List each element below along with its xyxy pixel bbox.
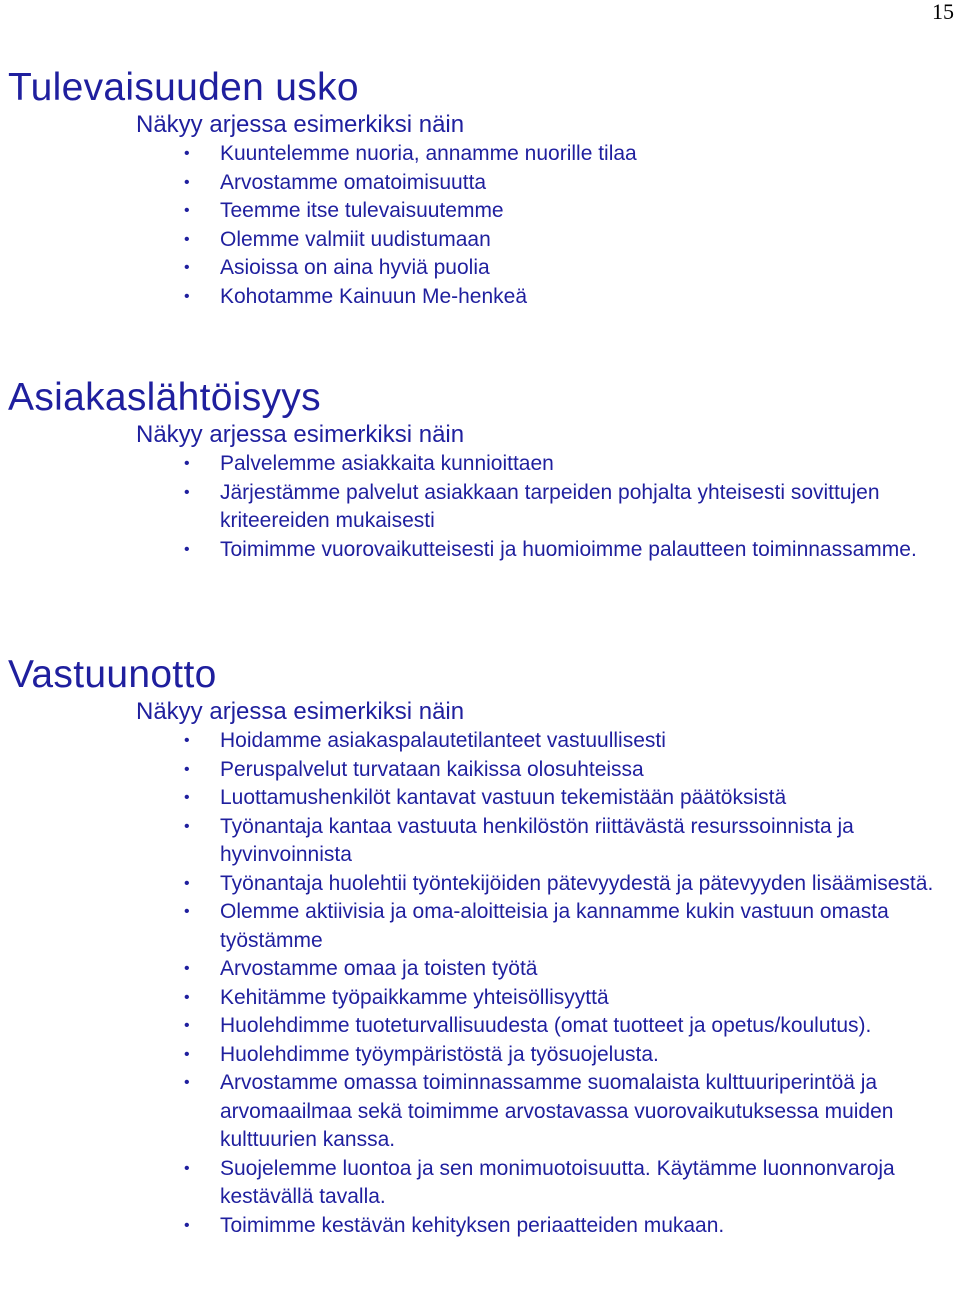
list-item-text: Suojelemme luontoa ja sen monimuotoisuutta. Käytämme luonnonvaroja kestävällä tavalla. bbox=[220, 1156, 895, 1208]
list-item bbox=[8, 197, 958, 226]
bullet-icon: • bbox=[184, 760, 190, 778]
list-item bbox=[8, 254, 958, 283]
bullet-icon: • bbox=[184, 960, 190, 977]
section-vastuunotto bbox=[8, 653, 958, 1240]
list-item-text: Peruspalvelut turvataan kaikissa olosuhteissa bbox=[220, 757, 644, 781]
list-item-text: Huolehdimme tuoteturvallisuudesta (omat tuotteet ja opetus/koulutus). bbox=[220, 1014, 872, 1037]
bullet-icon: • bbox=[184, 1017, 190, 1034]
bullet-list bbox=[8, 140, 958, 311]
list-item-text: Työnantaja huolehtii työntekijöiden pätevyydestä ja pätevyyden lisäämisestä. bbox=[220, 871, 934, 895]
list-item bbox=[8, 536, 958, 565]
section-title: Asiakaslähtöisyys bbox=[8, 376, 321, 419]
list-item bbox=[8, 898, 958, 955]
list-item bbox=[8, 283, 958, 312]
list-item-text: Kohotamme Kainuun Me-henkeä bbox=[220, 284, 528, 308]
bullet-icon: • bbox=[184, 874, 190, 892]
section-subtitle: Näkyy arjessa esimerkiksi näin bbox=[136, 421, 465, 448]
bullet-icon: • bbox=[184, 259, 190, 276]
section-title: Vastuunotto bbox=[8, 653, 217, 696]
section-asiakaslahtoisyys bbox=[8, 376, 958, 564]
list-item-text: Olemme valmiit uudistumaan bbox=[220, 227, 491, 251]
bullet-list bbox=[8, 450, 958, 564]
list-item bbox=[8, 1012, 958, 1041]
list-item bbox=[8, 140, 958, 169]
list-item bbox=[8, 813, 958, 870]
list-item-text: Huolehdimme työympäristöstä ja työsuojelusta. bbox=[220, 1042, 659, 1066]
section-subtitle: Näkyy arjessa esimerkiksi näin bbox=[136, 111, 465, 138]
list-item-text: Hoidamme asiakaspalautetilanteet vastuullisesti bbox=[220, 729, 666, 752]
list-item bbox=[8, 756, 958, 785]
section-title: Tulevaisuuden usko bbox=[8, 66, 359, 109]
list-item-text: Arvostamme omatoimisuutta bbox=[220, 170, 487, 194]
bullet-icon: • bbox=[184, 732, 190, 749]
bullet-icon: • bbox=[184, 988, 190, 1006]
list-item bbox=[8, 450, 958, 479]
bullet-icon: • bbox=[184, 1159, 190, 1177]
list-item-text: Luottamushenkilöt kantavat vastuun tekemistään päätöksistä bbox=[220, 786, 787, 809]
list-item bbox=[8, 1155, 958, 1212]
list-item-text: Kehitämme työpaikkamme yhteisöllisyyttä bbox=[220, 985, 609, 1009]
bullet-icon: • bbox=[184, 230, 190, 248]
bullet-icon: • bbox=[184, 817, 190, 835]
list-item bbox=[8, 870, 958, 899]
list-item bbox=[8, 1041, 958, 1070]
section-tulevaisuuden-usko bbox=[8, 66, 958, 311]
list-item bbox=[8, 1212, 958, 1241]
list-item-text: Arvostamme omassa toiminnassamme suomalaista kulttuuriperintöä ja arvomaailmaa sekä toimimme arvostavassa vuorovaikutuksessa muiden kulttuurien kanssa. bbox=[220, 1071, 894, 1151]
list-item bbox=[8, 727, 958, 756]
list-item bbox=[8, 984, 958, 1013]
list-item bbox=[8, 955, 958, 984]
list-item bbox=[8, 784, 958, 813]
section-subtitle: Näkyy arjessa esimerkiksi näin bbox=[136, 698, 465, 725]
list-item-text: Asioissa on aina hyviä puolia bbox=[220, 256, 490, 279]
bullet-icon: • bbox=[184, 145, 190, 162]
list-item bbox=[8, 169, 958, 198]
list-item bbox=[8, 479, 958, 536]
bullet-icon: • bbox=[184, 540, 190, 558]
list-item bbox=[8, 1069, 958, 1155]
bullet-icon: • bbox=[184, 1074, 190, 1091]
list-item-text: Palvelemme asiakkaita kunnioittaen bbox=[220, 452, 554, 475]
bullet-icon: • bbox=[184, 1045, 190, 1063]
bullet-icon: • bbox=[184, 287, 190, 305]
page-number: 15 bbox=[932, 0, 954, 24]
bullet-icon: • bbox=[184, 483, 190, 501]
bullet-icon: • bbox=[184, 1216, 190, 1234]
bullet-list bbox=[8, 727, 958, 1240]
list-item-text: Toimimme kestävän kehityksen periaatteiden mukaan. bbox=[220, 1213, 725, 1237]
list-item-text: Toimimme vuorovaikutteisesti ja huomioimme palautteen toiminnassamme. bbox=[220, 537, 917, 561]
list-item-text: Työnantaja kantaa vastuuta henkilöstön riittävästä resurssoinnista ja hyvinvoinnista bbox=[220, 814, 854, 866]
list-item-text: Järjestämme palvelut asiakkaan tarpeiden pohjalta yhteisesti sovittujen kriteereiden mukaisesti bbox=[220, 480, 880, 532]
list-item-text: Teemme itse tulevaisuutemme bbox=[220, 199, 504, 222]
list-item bbox=[8, 226, 958, 255]
bullet-icon: • bbox=[184, 173, 190, 191]
bullet-icon: • bbox=[184, 455, 190, 472]
list-item-text: Olemme aktiivisia ja oma-aloitteisia ja kannamme kukin vastuun omasta työstämme bbox=[220, 900, 889, 952]
bullet-icon: • bbox=[184, 202, 190, 219]
list-item-text: Arvostamme omaa ja toisten työtä bbox=[220, 957, 538, 980]
bullet-icon: • bbox=[184, 903, 190, 920]
bullet-icon: • bbox=[184, 789, 190, 806]
list-item-text: Kuuntelemme nuoria, annamme nuorille tilaa bbox=[220, 142, 637, 165]
